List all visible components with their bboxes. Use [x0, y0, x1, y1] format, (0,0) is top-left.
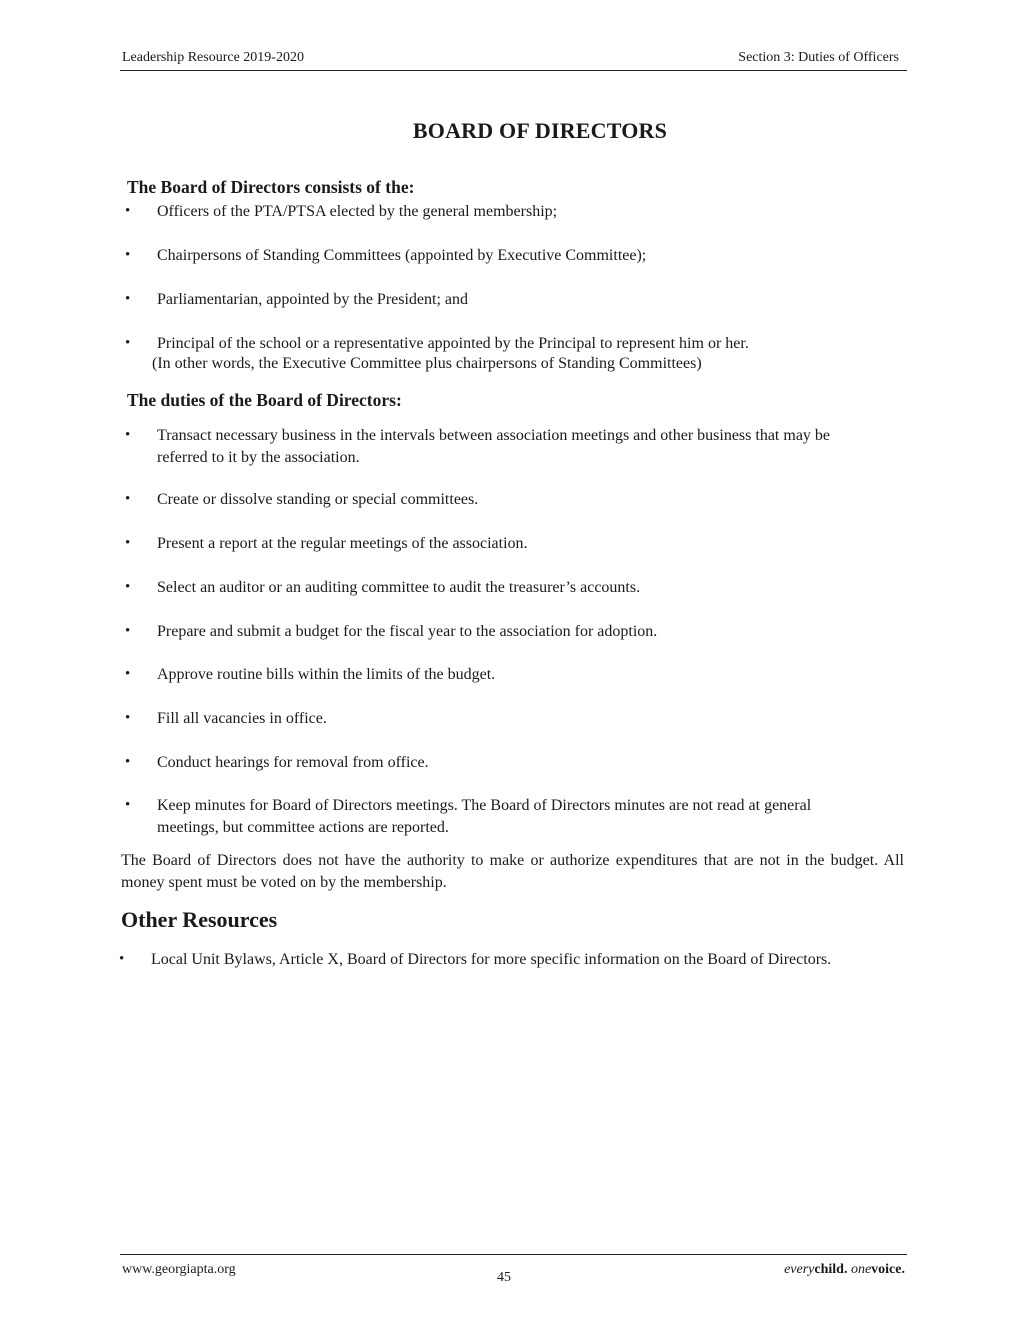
footer-website: www.georgiapta.org: [122, 1262, 236, 1277]
bullet-icon: •: [119, 951, 125, 967]
bullet-icon: •: [125, 335, 131, 351]
bullet-icon: •: [125, 666, 131, 682]
tagline-one: one: [850, 1262, 872, 1277]
composition-item: Principal of the school or a representative appointed by the Principal to represent him or her.: [157, 335, 749, 352]
composition-item: Chairpersons of Standing Committees (appointed by Executive Committee);: [157, 247, 647, 264]
duty-item: Create or dissolve standing or special committees.: [157, 491, 479, 508]
tagline-voice: voice.: [871, 1262, 905, 1277]
bullet-icon: •: [125, 203, 131, 219]
composition-item: Parliamentarian, appointed by the President; and: [157, 291, 469, 308]
page-header: [120, 50, 907, 71]
composition-heading: The Board of Directors consists of the:: [127, 177, 415, 197]
duties-heading: The duties of the Board of Directors:: [127, 390, 402, 410]
resource-item: Local Unit Bylaws, Article X, Board of Directors for more specific information on the Board of Directors.: [151, 951, 832, 968]
tagline-every: every: [784, 1262, 815, 1277]
other-resources-heading: Other Resources: [121, 907, 278, 932]
bullet-icon: •: [125, 579, 131, 595]
tagline-child: child.: [814, 1262, 848, 1277]
bullet-icon: •: [125, 797, 131, 813]
duty-item: Select an auditor or an auditing committee to audit the treasurer’s accounts.: [157, 579, 641, 596]
composition-item: Officers of the PTA/PTSA elected by the general membership;: [157, 203, 558, 220]
header-section-title: Section 3: Duties of Officers: [738, 50, 899, 65]
header-document-title: Leadership Resource 2019-2020: [122, 50, 304, 65]
page-number: 45: [497, 1270, 511, 1285]
composition-note: (In other words, the Executive Committee plus chairpersons of Standing Committees): [152, 355, 702, 372]
duty-item: Approve routine bills within the limits of the budget.: [157, 666, 496, 683]
bullet-icon: •: [125, 710, 131, 726]
duty-item: Prepare and submit a budget for the fiscal year to the association for adoption.: [157, 623, 658, 640]
bullet-icon: •: [125, 247, 131, 263]
bullet-icon: •: [125, 291, 131, 307]
bullet-icon: •: [125, 535, 131, 551]
duty-item: Conduct hearings for removal from office.: [157, 754, 429, 771]
duty-item: Present a report at the regular meetings of the association.: [157, 535, 528, 552]
duty-item: Transact necessary business in the intervals between association meetings and other business that may be referred to it by the association.: [157, 427, 831, 466]
page-footer: [120, 1254, 907, 1295]
duty-item: Keep minutes for Board of Directors meetings. The Board of Directors minutes are not read at general meetings, but committee actions are reported.: [157, 797, 812, 836]
duty-item: Fill all vacancies in office.: [157, 710, 327, 727]
bullet-icon: •: [125, 491, 131, 507]
page-title: BOARD OF DIRECTORS: [412, 118, 668, 143]
authority-note: The Board of Directors does not have the authority to make or authorize expenditures that are not in the budget. All money spent must be voted on by the membership.: [121, 852, 904, 891]
bullet-icon: •: [125, 623, 131, 639]
footer-tagline: [784, 1262, 905, 1278]
bullet-icon: •: [125, 427, 131, 443]
bullet-icon: •: [125, 754, 131, 770]
